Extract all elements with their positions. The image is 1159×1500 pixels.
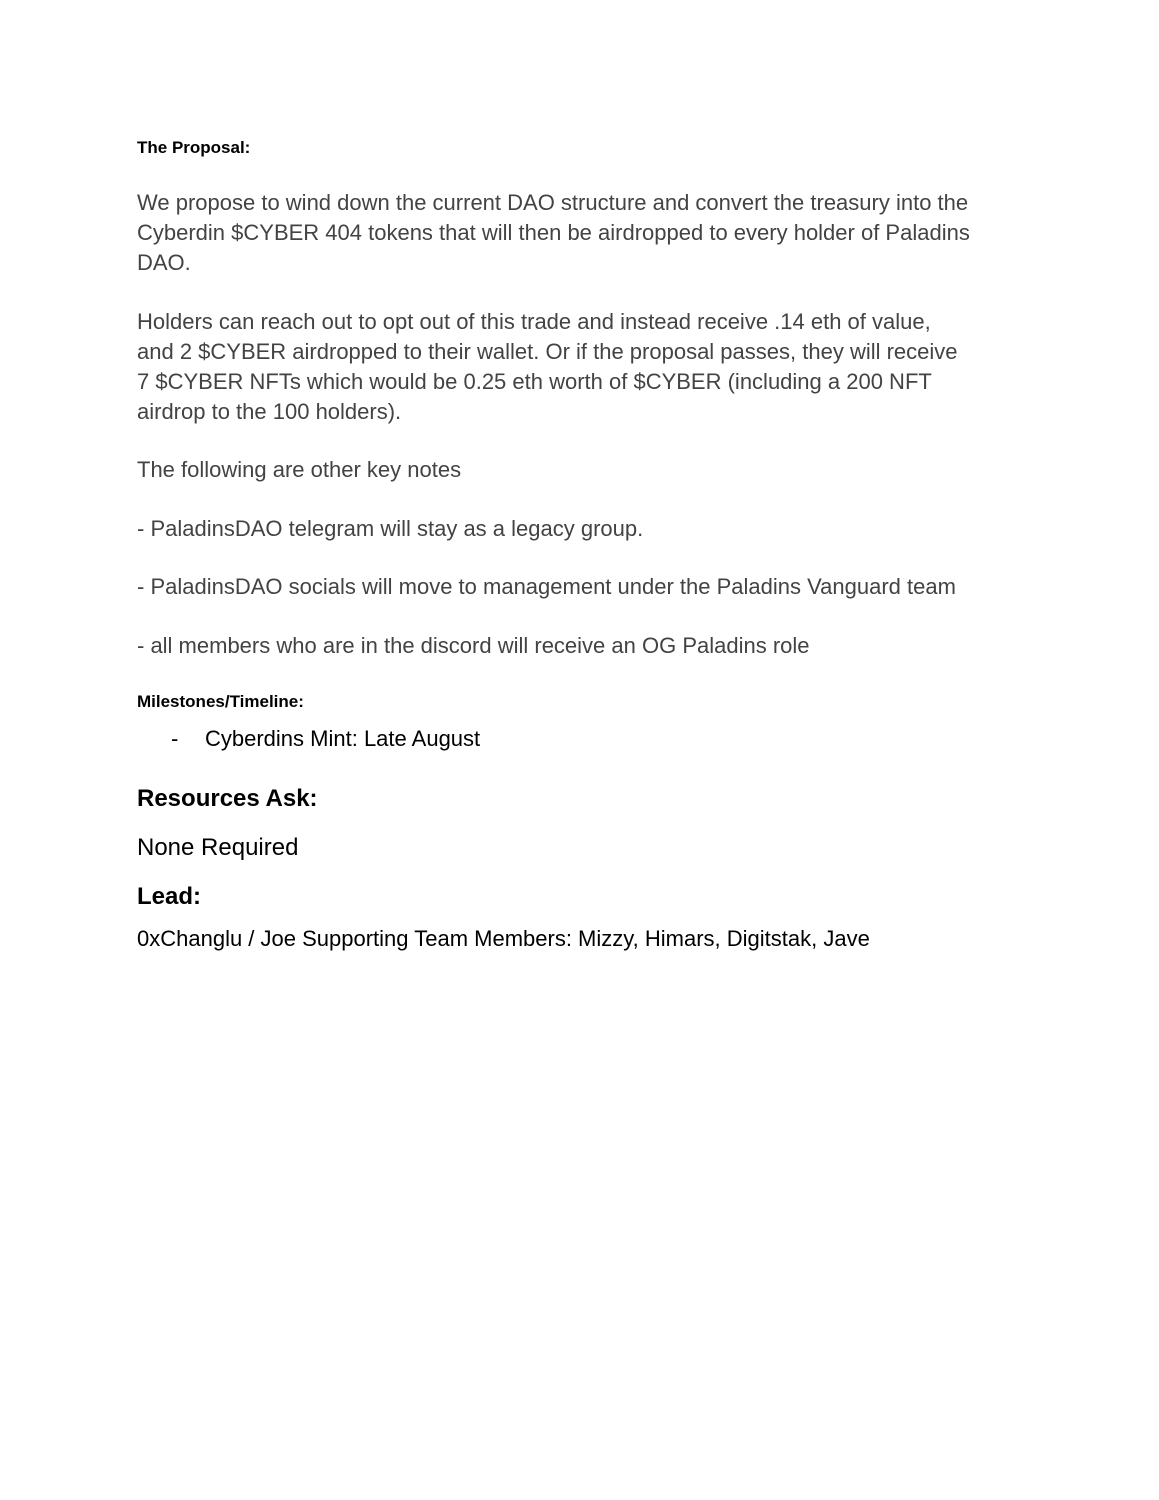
proposal-paragraph	[137, 188, 1017, 278]
paragraph-line: Cyberdin $CYBER 404 tokens that will then be airdropped to every holder of Paladins	[137, 220, 970, 245]
milestones-heading: Milestones/Timeline:	[137, 692, 304, 711]
lead-heading: Lead:	[137, 883, 202, 910]
paragraph-line: We propose to wind down the current DAO structure and convert the treasury into the	[137, 190, 969, 215]
proposal-heading: The Proposal:	[137, 138, 251, 157]
paragraph-line: and 2 $CYBER airdropped to their wallet. Or if the proposal passes, they will receive	[137, 339, 958, 364]
resources-value: None Required	[137, 834, 299, 861]
paragraph-line: airdrop to the 100 holders).	[137, 399, 402, 424]
key-notes-intro: The following are other key notes	[137, 457, 462, 482]
dash-bullet: -	[171, 726, 179, 751]
opt-out-paragraph	[137, 307, 1017, 427]
paragraph-line: DAO.	[137, 250, 191, 275]
key-note-item: - PaladinsDAO socials will move to management under the Paladins Vanguard team	[137, 574, 956, 599]
key-note-item: - all members who are in the discord will receive an OG Paladins role	[137, 633, 810, 658]
lead-value: 0xChanglu / Joe Supporting Team Members: Mizzy, Himars, Digitstak, Jave	[137, 926, 870, 951]
paragraph-line: Holders can reach out to opt out of this trade and instead receive .14 eth of value,	[137, 309, 931, 334]
milestone-text: Cyberdins Mint: Late August	[205, 726, 481, 751]
resources-heading: Resources Ask:	[137, 785, 318, 812]
paragraph-line: 7 $CYBER NFTs which would be 0.25 eth worth of $CYBER (including a 200 NFT	[137, 369, 932, 394]
key-note-item: - PaladinsDAO telegram will stay as a legacy group.	[137, 516, 644, 541]
milestone-item	[137, 726, 1017, 756]
